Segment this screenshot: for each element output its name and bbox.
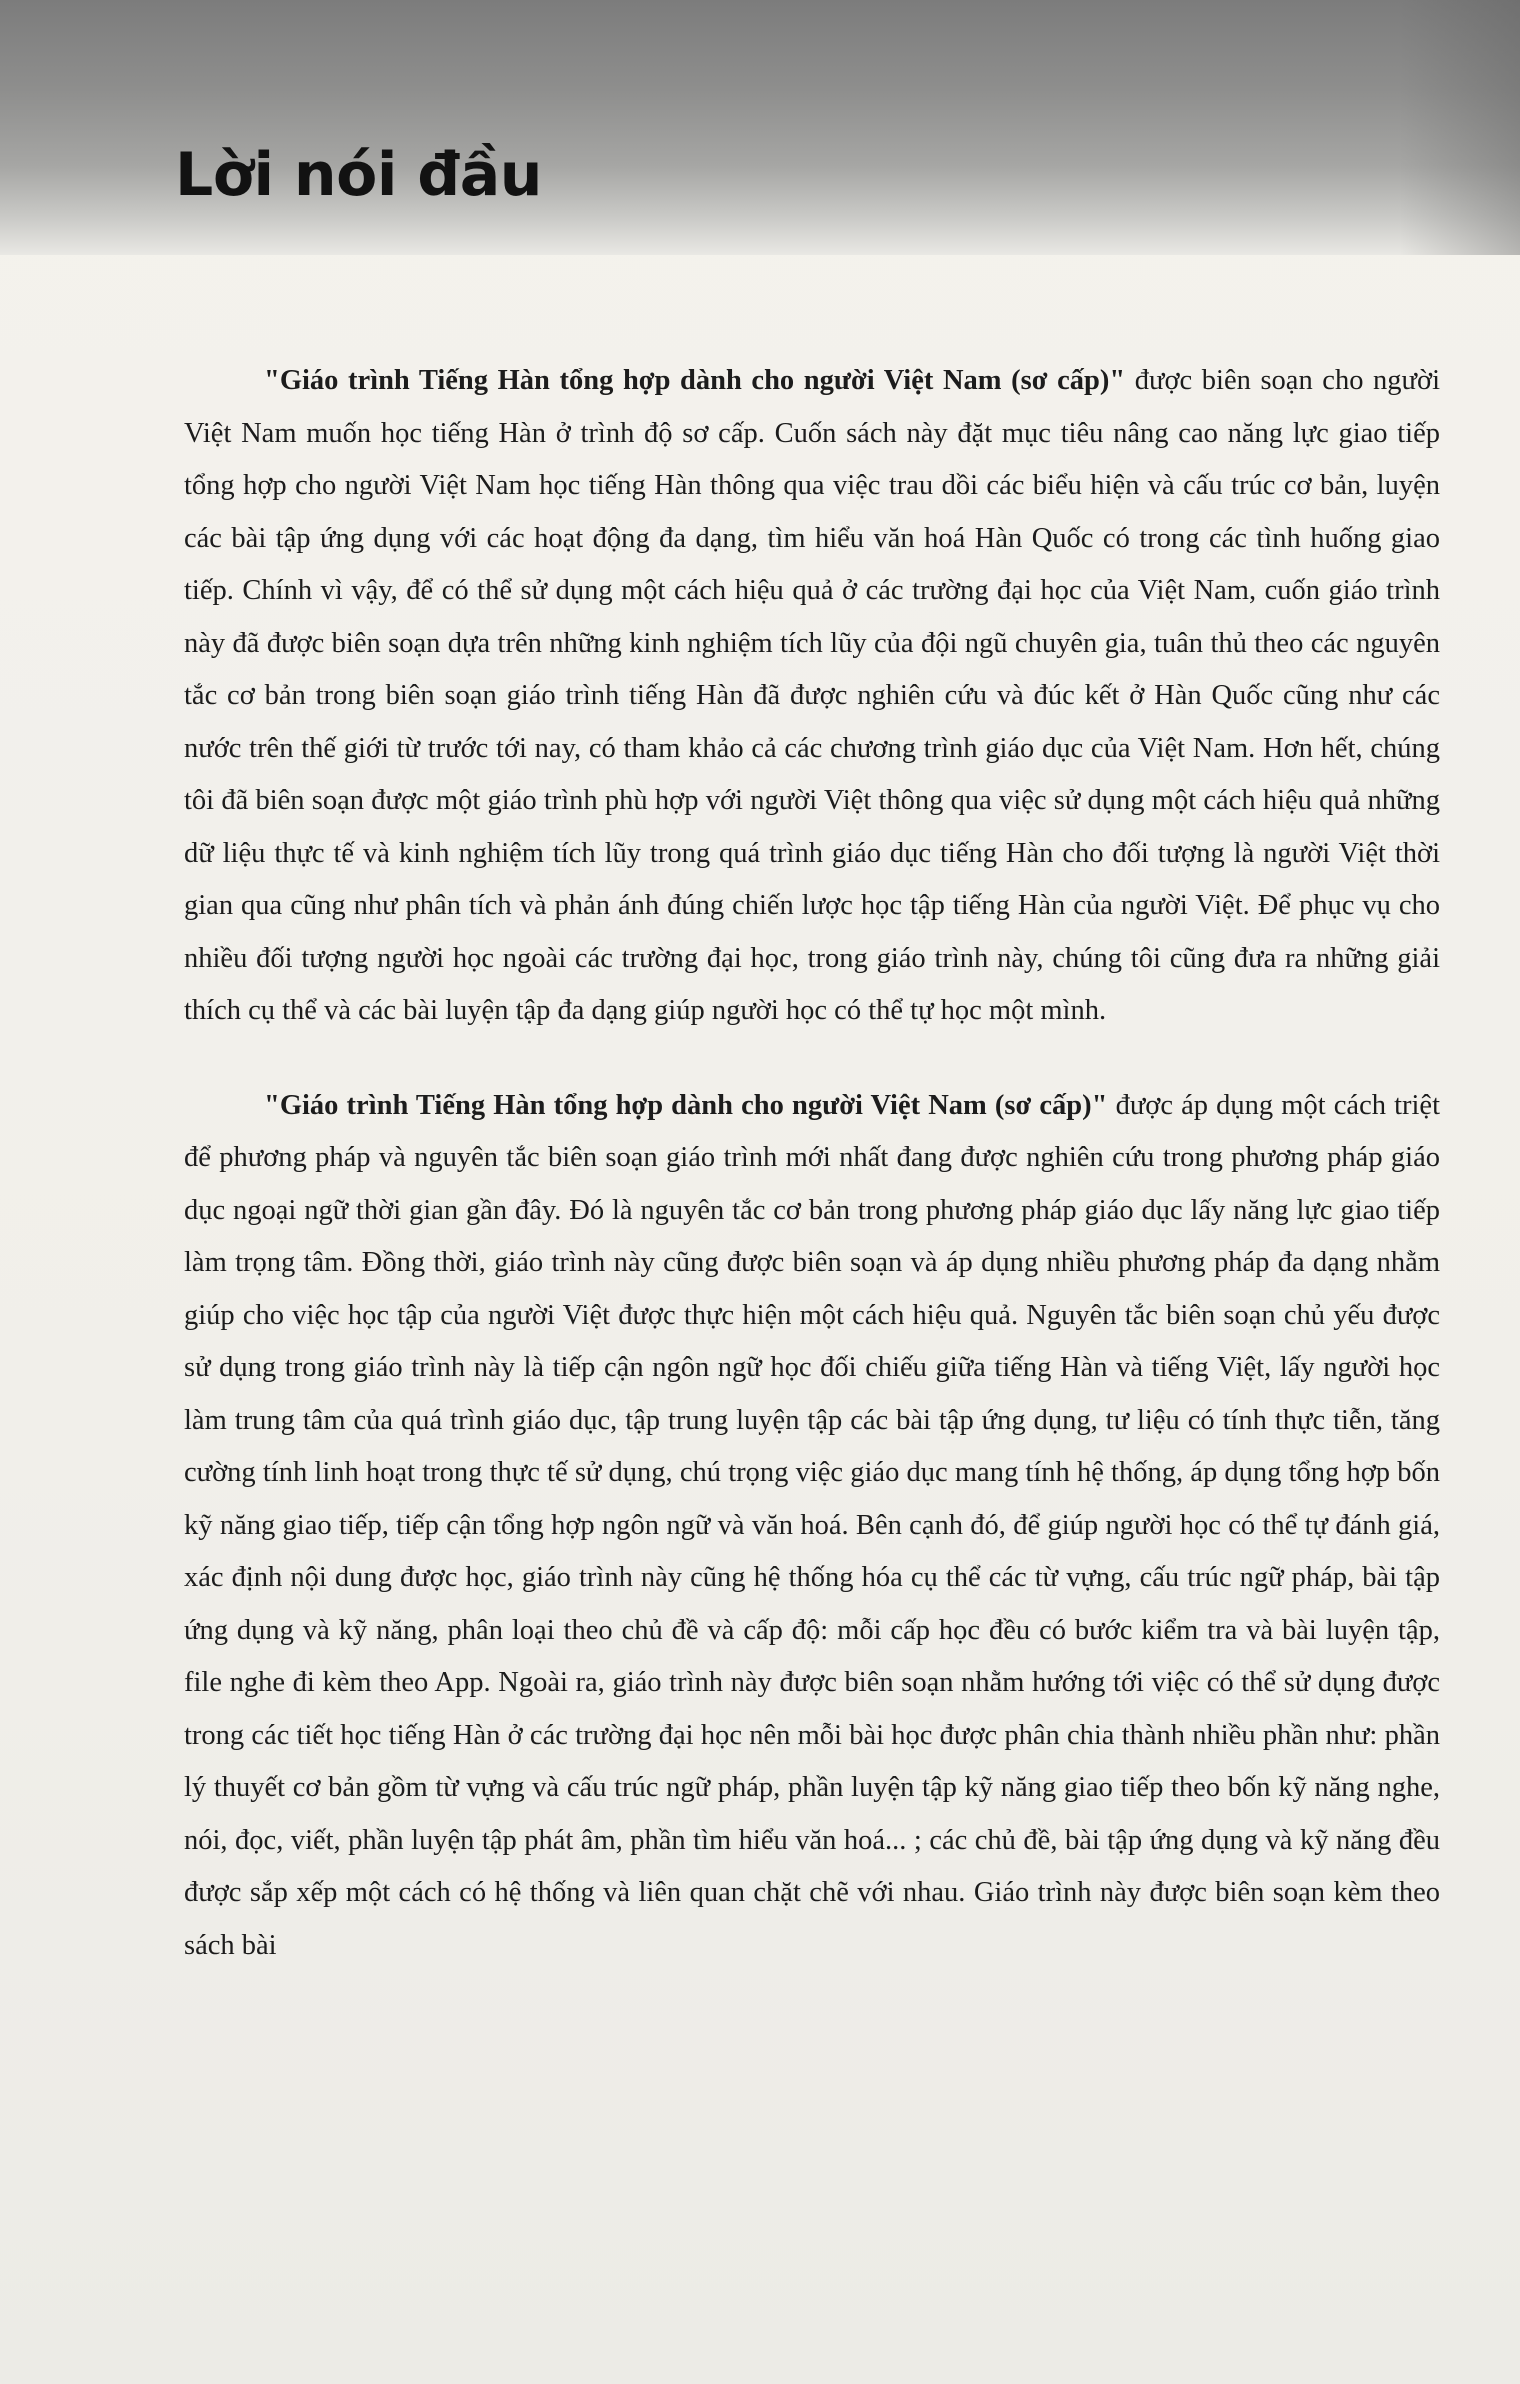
paragraph-1 (184, 355, 1440, 1038)
paragraph-1-lead: "Giáo trình Tiếng Hàn tổng hợp dành cho người Việt Nam (sơ cấp)" (264, 365, 1126, 396)
paragraph-2 (184, 1080, 1440, 1973)
page-title: Lời nói đầu (175, 140, 542, 210)
paragraph-2-text: được áp dụng một cách triệt để phương pháp và nguyên tắc biên soạn giáo trình mới nhất đang được nghiên cứu trong phương pháp giáo dục ngoại ngữ thời gian gần đây. Đó là nguyên tắc cơ bản trong phương pháp giáo dục lấy năng lực giao tiếp làm trọng tâm. Đồng thời, giáo trình này cũng được biên soạn và áp dụng nhiều phương pháp đa dạng nhằm giúp cho việc học tập của người Việt được thực hiện một cách hiệu quả. Nguyên tắc biên soạn chủ yếu được sử dụng trong giáo trình này là tiếp cận ngôn ngữ học đối chiếu giữa tiếng Hàn và tiếng Việt, lấy người học làm trung tâm của quá trình giáo dục, tập trung luyện tập các bài tập ứng dụng, tư liệu có tính thực tiễn, tăng cường tính linh hoạt trong thực tế sử dụng, chú trọng việc giáo dục mang tính hệ thống, áp dụng tổng hợp bốn kỹ năng giao tiếp, tiếp cận tổng hợp ngôn ngữ và văn hoá. Bên cạnh đó, để giúp người học có thể tự đánh giá, xác định nội dung được học, giáo trình này cũng hệ thống hóa cụ thể các từ vựng, cấu trúc ngữ pháp, bài tập ứng dụng và kỹ năng, phân loại theo chủ đề và cấp độ: mỗi cấp học đều có bước kiểm tra và bài luyện tập, file nghe đi kèm theo App. Ngoài ra, giáo trình này được biên soạn nhằm hướng tới việc có thể sử dụng được trong các tiết học tiếng Hàn ở các trường đại học nên mỗi bài học được phân chia thành nhiều phần như: phần lý thuyết cơ bản gồm từ vựng và cấu trúc ngữ pháp, phần luyện tập kỹ năng giao tiếp theo bốn kỹ năng nghe, nói, đọc, viết, phần luyện tập phát âm, phần tìm hiểu văn hoá... ; các chủ đề, bài tập ứng dụng và kỹ năng đều được sắp xếp một cách có hệ thống và liên quan chặt chẽ với nhau. Giáo trình này được biên soạn kèm theo sách bài (184, 1089, 1440, 1961)
paragraph-2-lead: "Giáo trình Tiếng Hàn tổng hợp dành cho người Việt Nam (sơ cấp)" (264, 1089, 1108, 1121)
body-text (184, 355, 1440, 1972)
header-band (0, 0, 1520, 255)
paragraph-1-text: được biên soạn cho người Việt Nam muốn học tiếng Hàn ở trình độ sơ cấp. Cuốn sách này đặt mục tiêu nâng cao năng lực giao tiếp tổng hợp cho người Việt Nam học tiếng Hàn thông qua việc trau dồi các biểu hiện và cấu trúc cơ bản, luyện các bài tập ứng dụng với các hoạt động đa dạng, tìm hiểu văn hoá Hàn Quốc có trong các tình huống giao tiếp. Chính vì vậy, để có thể sử dụng một cách hiệu quả ở các trường đại học của Việt Nam, cuốn giáo trình này đã được biên soạn dựa trên những kinh nghiệm tích lũy của đội ngũ chuyên gia, tuân thủ theo các nguyên tắc cơ bản trong biên soạn giáo trình tiếng Hàn đã được nghiên cứu và đúc kết ở Hàn Quốc cũng như các nước trên thế giới từ trước tới nay, có tham khảo cả các chương trình giáo dục của Việt Nam. Hơn hết, chúng tôi đã biên soạn được một giáo trình phù hợp với người Việt thông qua việc sử dụng một cách hiệu quả những dữ liệu thực tế và kinh nghiệm tích lũy trong quá trình giáo dục tiếng Hàn cho đối tượng là người Việt thời gian qua cũng như phân tích và phản ánh đúng chiến lược học tập tiếng Hàn của người Việt. Để phục vụ cho nhiều đối tượng người học ngoài các trường đại học, trong giáo trình này, chúng tôi cũng đưa ra những giải thích cụ thể và các bài luyện tập đa dạng giúp người học có thể tự học một mình. (184, 365, 1440, 1026)
